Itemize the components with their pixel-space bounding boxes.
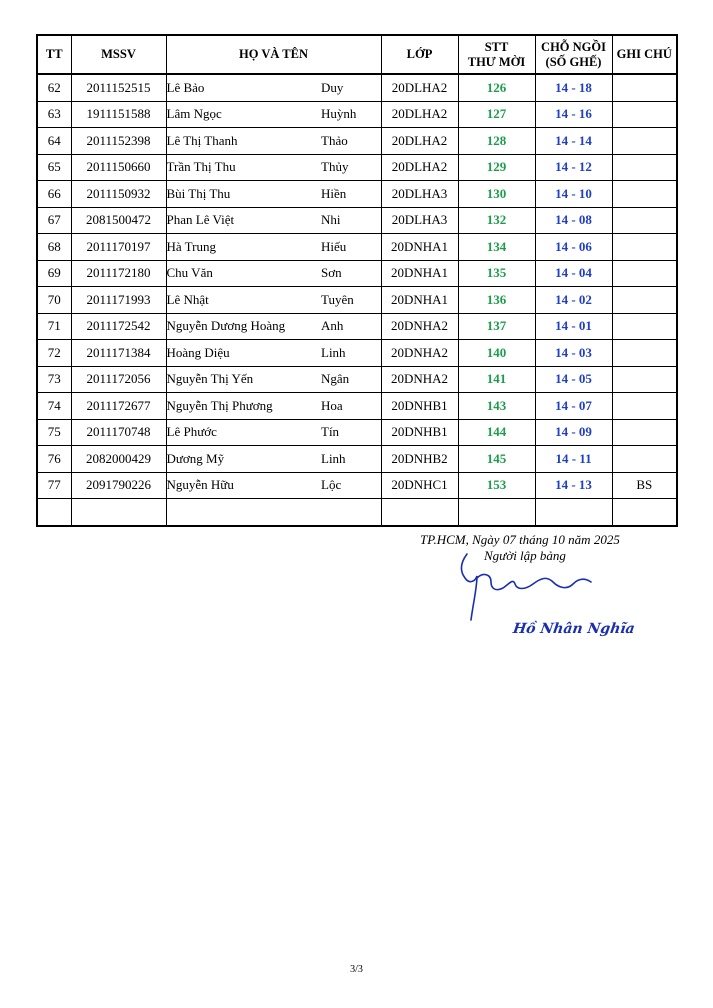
cell-note — [612, 393, 677, 420]
table-header — [37, 35, 677, 74]
cell-given-name: Hiếu — [321, 234, 381, 261]
cell-seat: 14 - 12 — [535, 154, 612, 181]
cell-invitation-number: 134 — [458, 234, 535, 261]
cell-seat: 14 - 13 — [535, 472, 612, 499]
table-row — [37, 207, 677, 234]
cell-note — [612, 287, 677, 314]
cell-given-name: Hiền — [321, 181, 381, 208]
cell-tt: 72 — [37, 340, 71, 367]
cell-tt: 71 — [37, 313, 71, 340]
cell-family-name: Bùi Thị Thu — [166, 181, 321, 208]
cell-class: 20DNHB1 — [381, 419, 458, 446]
table-row — [37, 366, 677, 393]
table-row — [37, 472, 677, 499]
cell-class: 20DNHA1 — [381, 260, 458, 287]
cell-given-name: Nhi — [321, 207, 381, 234]
cell-seat: 14 - 04 — [535, 260, 612, 287]
cell-seat: 14 - 11 — [535, 446, 612, 473]
cell-mssv: 2011172542 — [71, 313, 166, 340]
cell-given-name: Linh — [321, 446, 381, 473]
cell-class: 20DLHA3 — [381, 181, 458, 208]
header-invitation-number-line2: THƯ MỜI — [467, 54, 526, 69]
cell-note — [612, 234, 677, 261]
cell-mssv: 2081500472 — [71, 207, 166, 234]
table-row — [37, 340, 677, 367]
footer-date-line: TP.HCM, Ngày 07 tháng 10 năm 2025 — [420, 532, 620, 547]
cell-seat: 14 - 14 — [535, 128, 612, 155]
handwritten-signature — [455, 548, 605, 628]
cell-family-name: Chu Văn — [166, 260, 321, 287]
cell-mssv: 2011170197 — [71, 234, 166, 261]
cell-class: 20DLHA3 — [381, 207, 458, 234]
cell-class: 20DLHA2 — [381, 128, 458, 155]
cell-note — [612, 74, 677, 101]
cell-invitation-number: 132 — [458, 207, 535, 234]
cell-mssv: 2011150932 — [71, 181, 166, 208]
cell-family-name: Lê Bảo — [166, 74, 321, 101]
cell-seat: 14 - 10 — [535, 181, 612, 208]
cell-invitation-number: 144 — [458, 419, 535, 446]
cell-invitation-number: 128 — [458, 128, 535, 155]
cell-mssv: 2011171384 — [71, 340, 166, 367]
cell-class: 20DNHA1 — [381, 234, 458, 261]
cell-given-name: Duy — [321, 74, 381, 101]
cell-seat: 14 - 16 — [535, 101, 612, 128]
table-row — [37, 101, 677, 128]
cell-given-name: Tuyên — [321, 287, 381, 314]
cell-invitation-number: 129 — [458, 154, 535, 181]
cell-note — [612, 128, 677, 155]
cell-seat: 14 - 06 — [535, 234, 612, 261]
cell-family-name: Nguyễn Dương Hoàng — [166, 313, 321, 340]
cell-invitation-number: 126 — [458, 74, 535, 101]
table-row — [37, 393, 677, 420]
table-row — [37, 287, 677, 314]
cell-family-name: Nguyễn Thị Yến — [166, 366, 321, 393]
table-row — [37, 154, 677, 181]
cell-mssv: 2011170748 — [71, 419, 166, 446]
cell-given-name: Thảo — [321, 128, 381, 155]
cell-tt: 62 — [37, 74, 71, 101]
cell-tt: 64 — [37, 128, 71, 155]
header-seat — [535, 35, 612, 74]
cell-family-name: Nguyễn Thị Phương — [166, 393, 321, 420]
cell-given-name: Lộc — [321, 472, 381, 499]
cell-note — [612, 499, 677, 526]
cell-class: 20DLHA2 — [381, 74, 458, 101]
table-row — [37, 181, 677, 208]
cell-class: 20DNHB2 — [381, 446, 458, 473]
cell-invitation-number: 127 — [458, 101, 535, 128]
cell-tt: 67 — [37, 207, 71, 234]
cell-invitation-number: 153 — [458, 472, 535, 499]
cell-given-name: Ngân — [321, 366, 381, 393]
cell-mssv: 2011172056 — [71, 366, 166, 393]
cell-note — [612, 207, 677, 234]
cell-class: 20DNHA1 — [381, 287, 458, 314]
cell-given-name: Tín — [321, 419, 381, 446]
cell-given-name: Huỳnh — [321, 101, 381, 128]
cell-class: 20DLHA2 — [381, 101, 458, 128]
cell-given-name: Sơn — [321, 260, 381, 287]
cell-tt: 74 — [37, 393, 71, 420]
page-number: 3/3 — [350, 964, 363, 975]
header-invitation-number-line1: STT — [484, 39, 509, 54]
cell-tt: 63 — [37, 101, 71, 128]
cell-family-name: Hoàng Diệu — [166, 340, 321, 367]
cell-note — [612, 313, 677, 340]
cell-invitation-number — [458, 499, 535, 526]
cell-seat: 14 - 02 — [535, 287, 612, 314]
cell-note — [612, 101, 677, 128]
cell-class: 20DNHB1 — [381, 393, 458, 420]
cell-seat: 14 - 05 — [535, 366, 612, 393]
cell-family-name: Trần Thị Thu — [166, 154, 321, 181]
cell-mssv: 2011152398 — [71, 128, 166, 155]
cell-note — [612, 340, 677, 367]
header-name: HỌ VÀ TÊN — [166, 35, 381, 74]
cell-tt: 69 — [37, 260, 71, 287]
cell-tt: 73 — [37, 366, 71, 393]
table-row — [37, 446, 677, 473]
cell-given-name: Linh — [321, 340, 381, 367]
cell-mssv: 1911151588 — [71, 101, 166, 128]
table-row — [37, 260, 677, 287]
header-invitation-number — [458, 35, 535, 74]
cell-seat: 14 - 18 — [535, 74, 612, 101]
cell-class: 20DLHA2 — [381, 154, 458, 181]
cell-note — [612, 366, 677, 393]
table-row — [37, 74, 677, 101]
header-mssv: MSSV — [71, 35, 166, 74]
cell-mssv: 2011172180 — [71, 260, 166, 287]
table-row — [37, 419, 677, 446]
cell-given-name: Anh — [321, 313, 381, 340]
cell-mssv: 2011152515 — [71, 74, 166, 101]
cell-invitation-number: 141 — [458, 366, 535, 393]
cell-note — [612, 260, 677, 287]
cell-tt: 75 — [37, 419, 71, 446]
table-row — [37, 128, 677, 155]
header-tt: TT — [37, 35, 71, 74]
cell-given-name: Hoa — [321, 393, 381, 420]
cell-given-name — [321, 499, 381, 526]
cell-tt: 77 — [37, 472, 71, 499]
cell-seat: 14 - 07 — [535, 393, 612, 420]
cell-family-name: Nguyễn Hữu — [166, 472, 321, 499]
cell-family-name: Dương Mỹ — [166, 446, 321, 473]
header-seat-line1: CHỖ NGỒI — [541, 39, 606, 54]
cell-class: 20DNHC1 — [381, 472, 458, 499]
header-seat-line2: (SỐ GHẾ) — [545, 54, 602, 69]
cell-seat: 14 - 09 — [535, 419, 612, 446]
cell-family-name: Hà Trung — [166, 234, 321, 261]
header-note: GHI CHÚ — [612, 35, 677, 74]
table-row — [37, 499, 677, 526]
cell-seat: 14 - 08 — [535, 207, 612, 234]
cell-family-name: Lê Phước — [166, 419, 321, 446]
cell-family-name: Phan Lê Việt — [166, 207, 321, 234]
cell-note — [612, 154, 677, 181]
table-row — [37, 313, 677, 340]
cell-family-name: Lâm Ngọc — [166, 101, 321, 128]
footer-role: Người lập bảng — [484, 548, 566, 563]
cell-given-name: Thủy — [321, 154, 381, 181]
cell-family-name — [166, 499, 321, 526]
cell-note — [612, 446, 677, 473]
cell-family-name: Lê Thị Thanh — [166, 128, 321, 155]
cell-invitation-number: 136 — [458, 287, 535, 314]
cell-invitation-number: 145 — [458, 446, 535, 473]
cell-note — [612, 181, 677, 208]
cell-mssv: 2011150660 — [71, 154, 166, 181]
cell-class — [381, 499, 458, 526]
student-seating-table — [36, 34, 678, 527]
cell-invitation-number: 143 — [458, 393, 535, 420]
header-class: LỚP — [381, 35, 458, 74]
table-row — [37, 234, 677, 261]
cell-tt: 65 — [37, 154, 71, 181]
cell-tt: 66 — [37, 181, 71, 208]
cell-invitation-number: 135 — [458, 260, 535, 287]
cell-tt: 76 — [37, 446, 71, 473]
cell-seat: 14 - 01 — [535, 313, 612, 340]
table-body — [37, 74, 677, 526]
signer-name: Hồ Nhân Nghĩa — [511, 621, 636, 637]
cell-note — [612, 419, 677, 446]
cell-mssv — [71, 499, 166, 526]
cell-mssv: 2091790226 — [71, 472, 166, 499]
cell-mssv: 2011172677 — [71, 393, 166, 420]
cell-mssv: 2011171993 — [71, 287, 166, 314]
cell-invitation-number: 140 — [458, 340, 535, 367]
cell-class: 20DNHA2 — [381, 313, 458, 340]
header-row — [37, 35, 677, 74]
cell-class: 20DNHA2 — [381, 366, 458, 393]
cell-tt: 68 — [37, 234, 71, 261]
cell-note: BS — [612, 472, 677, 499]
cell-seat: 14 - 03 — [535, 340, 612, 367]
cell-tt — [37, 499, 71, 526]
cell-seat — [535, 499, 612, 526]
cell-tt: 70 — [37, 287, 71, 314]
cell-family-name: Lê Nhật — [166, 287, 321, 314]
cell-invitation-number: 130 — [458, 181, 535, 208]
cell-invitation-number: 137 — [458, 313, 535, 340]
cell-class: 20DNHA2 — [381, 340, 458, 367]
cell-mssv: 2082000429 — [71, 446, 166, 473]
